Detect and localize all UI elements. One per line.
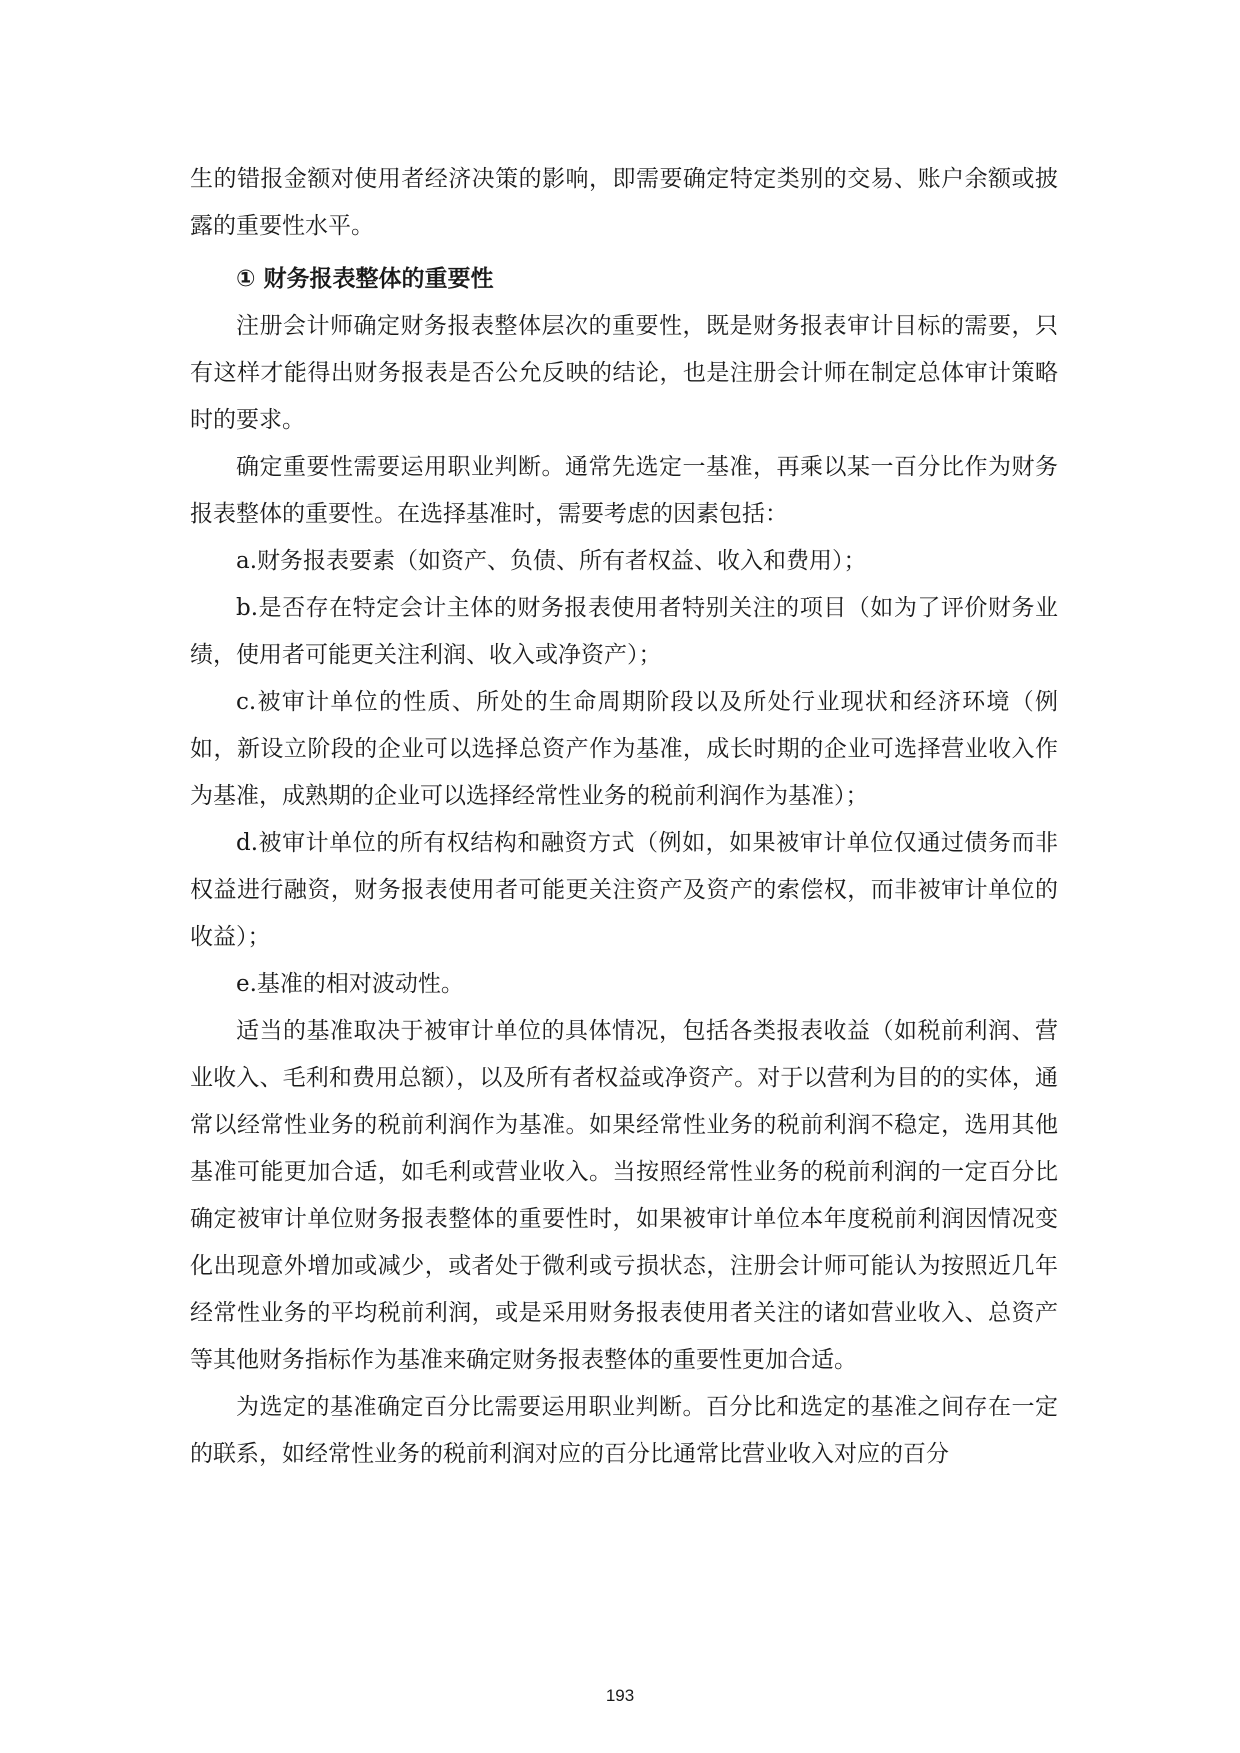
list-item-c: c.被审计单位的性质、所处的生命周期阶段以及所处行业现状和经济环境（例如，新设立阶段的企业可以选择总资产作为基准，成长时期的企业可选择营业收入作为基准，成熟期的企业可以选择经常性业务的税前利润作为基准）； [190,689,1058,809]
list-item-a: a.财务报表要素（如资产、负债、所有者权益、收入和费用）； [236,548,867,574]
paragraph: 为选定的基准确定百分比需要运用职业判断。百分比和选定的基准之间存在一定的联系，如经常性业务的税前利润对应的百分比通常比营业收入对应的百分 [190,1394,1058,1467]
paragraph: 确定重要性需要运用职业判断。通常先选定一基准，再乘以某一百分比作为财务报表整体的重要性。在选择基准时，需要考虑的因素包括： [190,454,1058,527]
list-item-e: e.基准的相对波动性。 [236,971,464,997]
section-heading: ① 财务报表整体的重要性 [236,266,494,292]
list-item-b: b.是否存在特定会计主体的财务报表使用者特别关注的项目（如为了评价财务业绩，使用者可能更关注利润、收入或净资产）； [190,595,1058,668]
page-number: 193 [605,1686,635,1705]
list-item-d: d.被审计单位的所有权结构和融资方式（例如，如果被审计单位仅通过债务而非权益进行融资，财务报表使用者可能更关注资产及资产的索偿权，而非被审计单位的收益）； [190,830,1058,950]
paragraph-continuation: 生的错报金额对使用者经济决策的影响，即需要确定特定类别的交易、账户余额或披露的重要性水平。 [190,166,1058,239]
paragraph: 注册会计师确定财务报表整体层次的重要性，既是财务报表审计目标的需要，只有这样才能得出财务报表是否公允反映的结论，也是注册会计师在制定总体审计策略时的要求。 [190,313,1058,433]
document-body [190,156,1058,1478]
paragraph: 适当的基准取决于被审计单位的具体情况，包括各类报表收益（如税前利润、营业收入、毛利和费用总额），以及所有者权益或净资产。对于以营利为目的的实体，通常以经常性业务的税前利润作为基准。如果经常性业务的税前利润不稳定，选用其他基准可能更加合适，如毛利或营业收入。当按照经常性业务的税前利润的一定百分比确定被审计单位财务报表整体的重要性时，如果被审计单位本年度税前利润因情况变化出现意外增加或减少，或者处于微利或亏损状态，注册会计师可能认为按照近几年经常性业务的平均税前利润，或是采用财务报表使用者关注的诸如营业收入、总资产等其他财务指标作为基准来确定财务报表整体的重要性更加合适。 [190,1018,1058,1373]
